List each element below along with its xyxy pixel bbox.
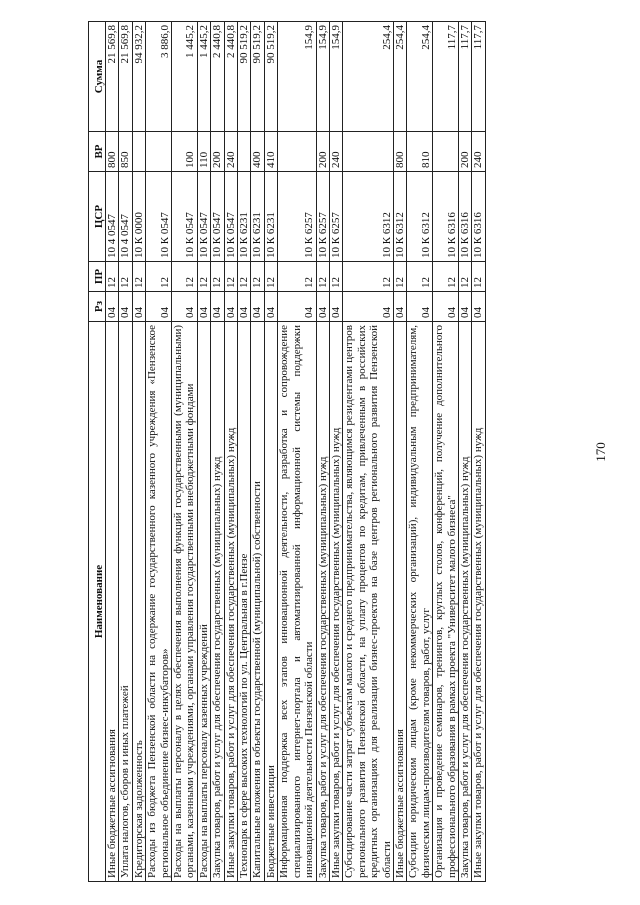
row-name: Закупка товаров, работ и услуг для обеспечения государственных (муниципальных) нужд xyxy=(458,322,471,882)
row-csr: 10 К 6316 xyxy=(472,172,485,262)
row-pr: 12 xyxy=(197,262,210,292)
row-vr: 810 xyxy=(407,132,433,172)
row-sum: 117,7 xyxy=(458,22,471,132)
row-rz: 04 xyxy=(146,292,172,322)
table-row xyxy=(472,22,485,882)
row-pr: 12 xyxy=(458,262,471,292)
table-row xyxy=(224,22,237,882)
table-row xyxy=(407,22,433,882)
row-vr: 200 xyxy=(458,132,471,172)
row-name: Субсидирование части затрат субъектам малого и среднего предпринимательства, являющимся резидентами центров регионального развития Пензенской области, на уплату процентов по кредитам, привлеченным в российских кредитных организациях для реализации бизнес-проектов на базе центров регионального развития Пензенской области xyxy=(343,322,394,882)
row-sum: 117,7 xyxy=(472,22,485,132)
row-pr: 12 xyxy=(132,262,145,292)
row-pr: 12 xyxy=(433,262,459,292)
row-rz: 04 xyxy=(172,292,198,322)
row-rz: 04 xyxy=(316,292,329,322)
row-sum: 2 440,8 xyxy=(224,22,237,132)
row-name: Кредиторская задолженность xyxy=(132,322,145,882)
row-sum: 2 440,8 xyxy=(211,22,224,132)
budget-table xyxy=(88,21,486,882)
row-name: Капитальные вложения в объекты государственной (муниципальной) собственности xyxy=(251,322,264,882)
row-pr: 12 xyxy=(224,262,237,292)
table-row xyxy=(106,22,119,882)
row-pr: 12 xyxy=(106,262,119,292)
row-name: Уплата налогов, сборов и иных платежей xyxy=(119,322,132,882)
row-csr: 10 К 0547 xyxy=(172,172,198,262)
page-number: 170 xyxy=(593,442,608,462)
row-vr: 200 xyxy=(211,132,224,172)
header-pr: ПР xyxy=(89,262,106,292)
table-row xyxy=(433,22,459,882)
row-csr: 10 К 0547 xyxy=(197,172,210,262)
row-name: Иные бюджетные ассигнования xyxy=(106,322,119,882)
table-row xyxy=(119,22,132,882)
row-csr: 10 К 6231 xyxy=(264,172,277,262)
row-name: Иные бюджетные ассигнования xyxy=(393,322,406,882)
row-name: Технопарк в сфере высоких технологий по ул. Центральная в г.Пензе xyxy=(238,322,251,882)
table-row xyxy=(146,22,172,882)
table-row xyxy=(132,22,145,882)
row-pr: 12 xyxy=(343,262,394,292)
row-csr: 10 К 6231 xyxy=(251,172,264,262)
row-vr xyxy=(278,132,316,172)
row-csr: 10 4 0547 xyxy=(119,172,132,262)
row-pr: 12 xyxy=(393,262,406,292)
row-rz: 04 xyxy=(132,292,145,322)
header-sum: Сумма xyxy=(89,22,106,132)
row-rz: 04 xyxy=(393,292,406,322)
table-header-row xyxy=(89,22,106,882)
row-name: Бюджетные инвестиции xyxy=(264,322,277,882)
row-vr: 240 xyxy=(472,132,485,172)
row-rz: 04 xyxy=(106,292,119,322)
row-name: Закупка товаров, работ и услуг для обеспечения государственных (муниципальных) нужд xyxy=(316,322,329,882)
table-row xyxy=(172,22,198,882)
row-rz: 04 xyxy=(343,292,394,322)
row-vr xyxy=(146,132,172,172)
row-vr: 240 xyxy=(329,132,342,172)
table-row xyxy=(329,22,342,882)
row-csr: 10 К 0547 xyxy=(146,172,172,262)
row-vr: 850 xyxy=(119,132,132,172)
row-pr: 12 xyxy=(238,262,251,292)
rotated-table-wrapper xyxy=(88,22,568,882)
row-sum: 90 519,2 xyxy=(264,22,277,132)
row-name: Информационная поддержка всех этапов инновационной деятельности, разработка и сопровождение специализированного интернет-портала и автоматизированной информационной системы поддержки инновационной деятельности Пензенской области xyxy=(278,322,316,882)
row-pr: 12 xyxy=(146,262,172,292)
row-sum: 90 519,2 xyxy=(251,22,264,132)
row-pr: 12 xyxy=(251,262,264,292)
row-csr: 10 4 0547 xyxy=(106,172,119,262)
row-sum: 254,4 xyxy=(407,22,433,132)
table-row xyxy=(211,22,224,882)
row-rz: 04 xyxy=(238,292,251,322)
table-row xyxy=(343,22,394,882)
row-rz: 04 xyxy=(264,292,277,322)
row-rz: 04 xyxy=(119,292,132,322)
row-csr: 10 К 6257 xyxy=(278,172,316,262)
row-csr: 10 К 6257 xyxy=(329,172,342,262)
row-name: Расходы из бюджета Пензенской области на содержание государственного казенного учреждения «Пензенское региональное объединение бизнес-инкубаторов» xyxy=(146,322,172,882)
row-rz: 04 xyxy=(251,292,264,322)
row-vr: 240 xyxy=(224,132,237,172)
row-csr: 10 К 6312 xyxy=(343,172,394,262)
row-sum: 3 886,0 xyxy=(146,22,172,132)
row-rz: 04 xyxy=(458,292,471,322)
row-rz: 04 xyxy=(224,292,237,322)
table-row xyxy=(251,22,264,882)
row-name: Расходы на выплаты персоналу в целях обеспечения выполнения функций государственными (муниципальными) органами, казенными учреждениями, органами управления государственными внебюджетными фондами xyxy=(172,322,198,882)
row-sum: 90 519,2 xyxy=(238,22,251,132)
row-sum: 154,9 xyxy=(278,22,316,132)
row-csr: 10 К 6312 xyxy=(393,172,406,262)
row-sum: 21 569,8 xyxy=(119,22,132,132)
row-sum: 117,7 xyxy=(433,22,459,132)
row-pr: 12 xyxy=(211,262,224,292)
row-pr: 12 xyxy=(407,262,433,292)
row-rz: 04 xyxy=(211,292,224,322)
row-pr: 12 xyxy=(278,262,316,292)
row-sum: 254,4 xyxy=(393,22,406,132)
row-csr: 10 К 6257 xyxy=(316,172,329,262)
row-vr: 800 xyxy=(393,132,406,172)
row-sum: 1 445,2 xyxy=(172,22,198,132)
row-csr: 10 К 0547 xyxy=(224,172,237,262)
table-row xyxy=(458,22,471,882)
row-rz: 04 xyxy=(433,292,459,322)
row-vr: 400 xyxy=(251,132,264,172)
header-name: Наименование xyxy=(89,322,106,882)
row-name: Организация и проведение семинаров, тренингов, круглых столов, конференций, получение дополнительного профессионального образования в рамках проекта "Университет малого бизнеса" xyxy=(433,322,459,882)
row-csr: 10 К 0547 xyxy=(211,172,224,262)
table-row xyxy=(316,22,329,882)
row-name: Иные закупки товаров, работ и услуг для обеспечения государственных (муниципальных) нужд xyxy=(472,322,485,882)
row-name: Субсидии юридическим лицам (кроме некоммерческих организаций), индивидуальным предпринимателям, физическим лицам-производителям товаров, работ, услуг xyxy=(407,322,433,882)
row-pr: 12 xyxy=(472,262,485,292)
row-sum: 21 569,8 xyxy=(106,22,119,132)
row-pr: 12 xyxy=(119,262,132,292)
table-row xyxy=(238,22,251,882)
row-pr: 12 xyxy=(329,262,342,292)
row-name: Иные закупки товаров, работ и услуг для обеспечения государственных (муниципальных) нужд xyxy=(329,322,342,882)
row-name: Закупка товаров, работ и услуг для обеспечения государственных (муниципальных) нужд xyxy=(211,322,224,882)
row-csr: 10 К 0000 xyxy=(132,172,145,262)
row-csr: 10 К 6231 xyxy=(238,172,251,262)
row-sum: 254,4 xyxy=(343,22,394,132)
row-vr xyxy=(343,132,394,172)
row-sum: 154,9 xyxy=(316,22,329,132)
row-name: Расходы на выплаты персоналу казенных учреждений xyxy=(197,322,210,882)
row-pr: 12 xyxy=(316,262,329,292)
row-name: Иные закупки товаров, работ и услуг для обеспечения государственных (муниципальных) нужд xyxy=(224,322,237,882)
table-row xyxy=(264,22,277,882)
row-sum: 154,9 xyxy=(329,22,342,132)
row-vr: 100 xyxy=(172,132,198,172)
row-vr: 110 xyxy=(197,132,210,172)
row-csr: 10 К 6316 xyxy=(433,172,459,262)
row-csr: 10 К 6312 xyxy=(407,172,433,262)
row-rz: 04 xyxy=(472,292,485,322)
row-rz: 04 xyxy=(407,292,433,322)
table-row xyxy=(393,22,406,882)
row-rz: 04 xyxy=(278,292,316,322)
row-pr: 12 xyxy=(264,262,277,292)
row-vr: 200 xyxy=(316,132,329,172)
row-vr xyxy=(433,132,459,172)
row-rz: 04 xyxy=(329,292,342,322)
row-vr: 800 xyxy=(106,132,119,172)
row-vr xyxy=(238,132,251,172)
row-sum: 1 445,2 xyxy=(197,22,210,132)
row-sum: 94 932,2 xyxy=(132,22,145,132)
row-pr: 12 xyxy=(172,262,198,292)
row-vr: 410 xyxy=(264,132,277,172)
header-csr: ЦСР xyxy=(89,172,106,262)
row-csr: 10 К 6316 xyxy=(458,172,471,262)
row-rz: 04 xyxy=(197,292,210,322)
table-row xyxy=(278,22,316,882)
table-row xyxy=(197,22,210,882)
header-rz: Рз xyxy=(89,292,106,322)
row-vr xyxy=(132,132,145,172)
header-vr: ВР xyxy=(89,132,106,172)
